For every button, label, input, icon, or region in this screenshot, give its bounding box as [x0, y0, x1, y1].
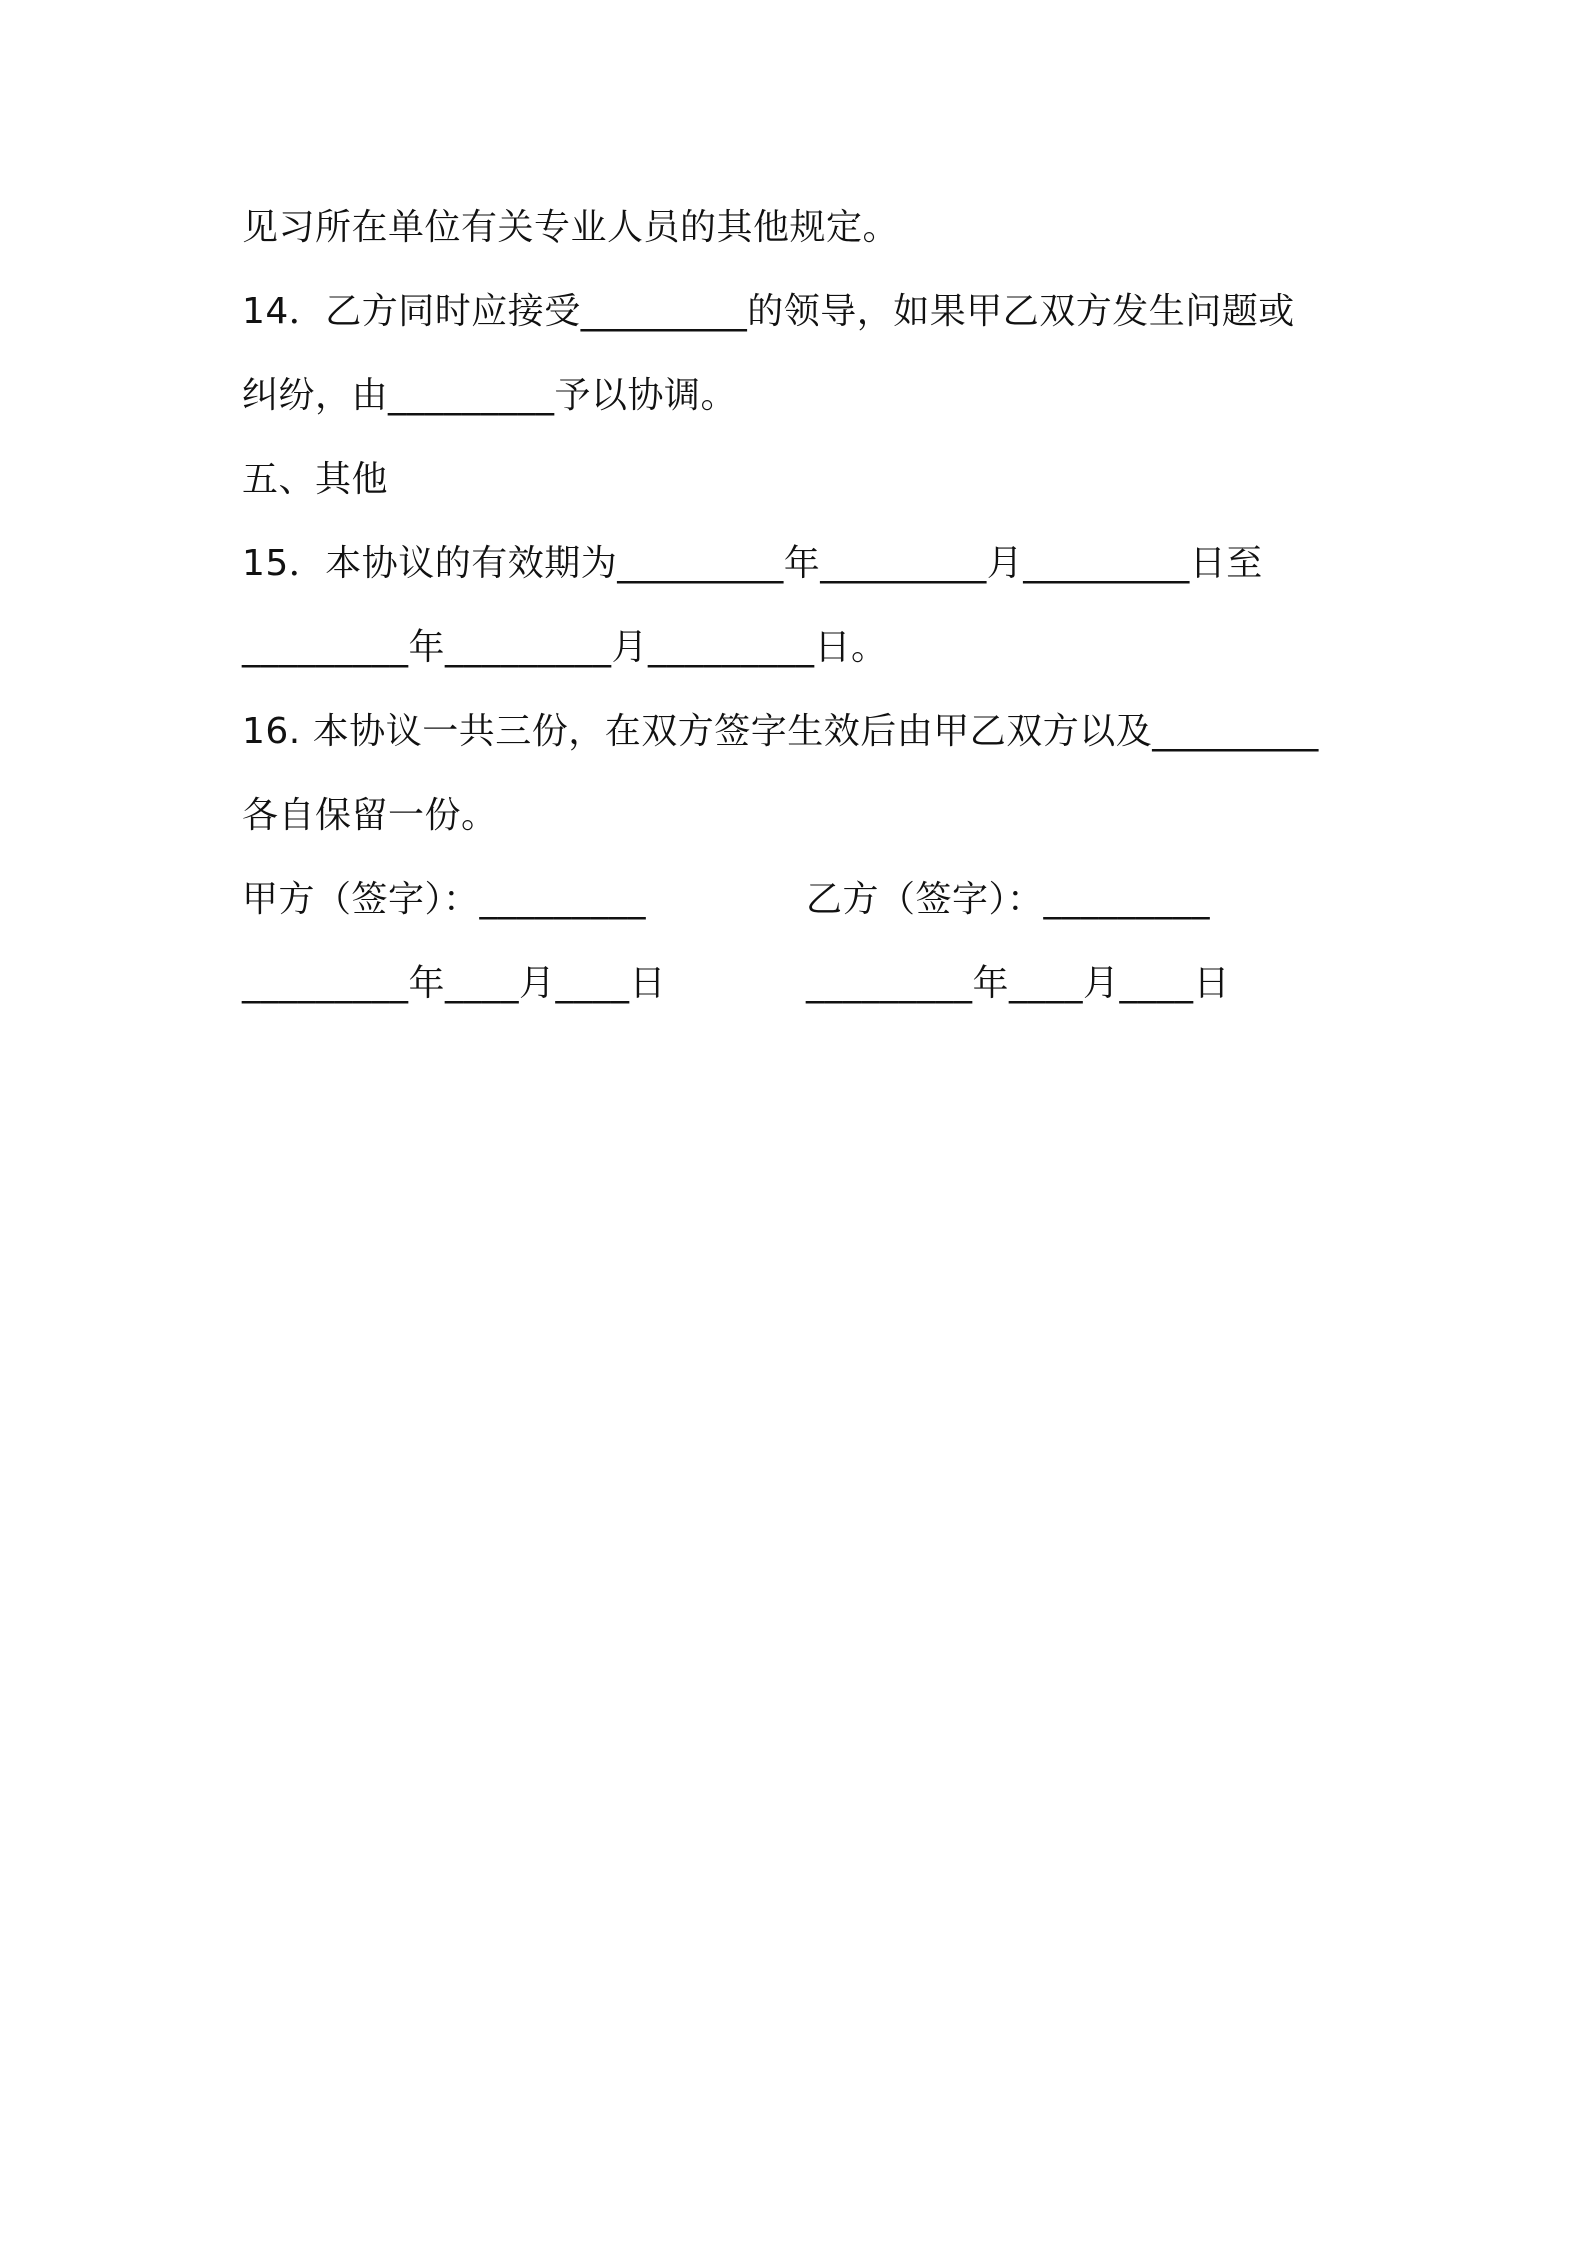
- text-line-6: _________年_________月_________日。: [242, 627, 888, 668]
- party-b-signature: 乙方（签字）：_________: [806, 879, 1211, 920]
- text-line-2: 14．乙方同时应接受_________的领导，如果甲乙双方发生问题或: [242, 291, 1295, 332]
- text-line-8: 各自保留一份。: [242, 795, 498, 836]
- text-line-3: 纠纷，由_________予以协调。: [242, 375, 738, 416]
- party-a-signature: 甲方（签字）：_________: [242, 879, 647, 920]
- text-line-1: 见习所在单位有关专业人员的其他规定。: [242, 207, 900, 248]
- party-a-date: _________年____月____日: [242, 963, 666, 1004]
- section-heading-other: 五、其他: [242, 459, 389, 500]
- text-line-7: 16. 本协议一共三份，在双方签字生效后由甲乙双方以及_________: [242, 711, 1319, 752]
- text-line-5: 15．本协议的有效期为_________年_________月_________日至: [242, 543, 1263, 584]
- party-b-date: _________年____月____日: [806, 963, 1230, 1004]
